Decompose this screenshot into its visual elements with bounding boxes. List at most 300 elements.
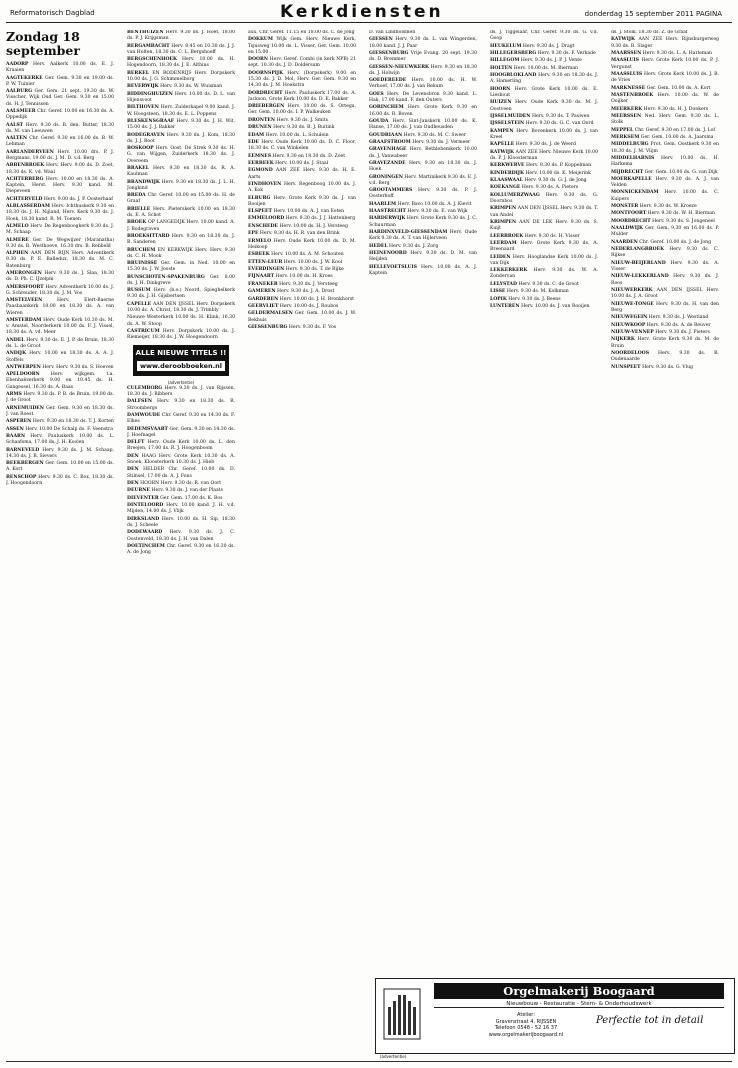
service-entry: D. van Lindholsmen — [369, 30, 416, 35]
place-name: ELBURG — [248, 195, 271, 201]
place-name: EMMELOORD — [248, 216, 285, 222]
service-entry: ANDEL Herv. 9.30 ds. E. J. P. de Bruin, 18.30 ds. L. de Groot — [6, 337, 114, 349]
service-entry: NIJKERK Herv. Grote Kerk 9.30 ds. M. de Bruin — [611, 337, 719, 349]
service-entry: EVERDINGEN Herv. 9.30 ds. T. de Rijke — [248, 267, 344, 273]
day-heading: Zondag 18 september — [6, 30, 80, 58]
place-name: EEMNES — [248, 153, 272, 159]
service-entry: GELDERMALSEN Ger. Gem. 10.00 ds. J. W. Bekhuis — [248, 311, 356, 323]
place-name: LEERDAM — [490, 241, 517, 247]
place-name: ANDEL — [6, 337, 25, 343]
service-entry: ELBURG Herv. Grote Kerk 9.30 ds. J. van Rooijen — [248, 195, 356, 207]
service-entry: KOEKANGE Herv. 9.30 ds. A. Pieters — [490, 185, 579, 191]
ad-address-line: Gravenstraat 4, RIJSSEN — [495, 1018, 557, 1025]
place-name: KLAASWAAL — [490, 178, 523, 184]
place-name: BILTHOVEN — [127, 105, 159, 111]
service-entry: BRIELLE Herv. Pieterskerk 10.00 en 18.30 ds. E. A. Schot — [127, 206, 235, 218]
place-name: DRIEBERGEN — [248, 104, 285, 110]
service-entry: BENSCHOP Herv. 9.30 ds. C. Box, 18.30 ds. J. Hoogendoorn — [6, 474, 114, 487]
service-entry: NIEUWEGEIN Herv. 9.30 ds. J. Westland — [611, 315, 709, 321]
place-name: NIJKERK — [611, 337, 635, 343]
column-6 — [611, 30, 719, 1060]
place-name: AMSTELVEEN — [6, 298, 43, 304]
service-entry: NIEUW-LEKKERLAND Herv. 9.30 ds. J. Roos — [611, 274, 719, 286]
place-name: ELSPEET — [248, 209, 272, 215]
column-3 — [248, 30, 356, 1060]
service-entry: LEERBROEK Herv. 9.30 ds. H. Visser — [490, 233, 580, 239]
service-entry: DRUNEN Herv. 9.30 ds. B. J. Buitink — [248, 125, 335, 131]
place-name: GOUDRIAAN — [369, 132, 403, 138]
service-entry: NEDERLANGBROEK Herv. 9.30 ds. C. Rijkse — [611, 247, 719, 259]
service-entry: MAASSLUIS Herv. Grote Kerk 10.00 ds. J. B. de Vries — [611, 71, 719, 84]
place-name: HOLTEN — [490, 65, 513, 71]
service-entry: NIEUWE-TONGE Herv. 9.30 ds. H. van den Berg — [611, 301, 719, 313]
place-name: EPE — [248, 231, 259, 237]
service-entry: AMSTERDAM Herv. Oude Kerk 10.30 ds. M. v. Amstel, Noorderkerk 10.00 ds. F. J. Vissel, 18.30 ds. A. vd. Meer — [6, 317, 114, 336]
place-name: GIESSEN-NIEUWKERK — [369, 64, 430, 70]
place-name: DEN — [127, 453, 139, 459]
service-entry: DOKKUM Wijk Gem. Herv. Nieuwe Kerk, Tsjusweg 10.00 ds. L. Visser, Ger. Gem. 10.00 en 15.00 — [248, 37, 356, 55]
place-name: HILLEGOM — [490, 58, 520, 64]
service-entry: DORDRECHT Herv. Pauluskerk 17.00 ds. A. Jackson, Grote Kerk 10.00 ds. D. E. Bakker — [248, 90, 356, 102]
place-name: CASTRICUM — [127, 329, 160, 335]
service-entry: GIESSENBURG Herv. 9.30 ds. F. Vos — [248, 324, 337, 330]
place-name: BRAKEL — [127, 165, 149, 171]
newspaper-name: Reformatorisch Dagblad — [10, 9, 95, 17]
place-name: BUNSCHOTEN-SPAKENBURG — [127, 274, 205, 280]
place-name: AALSMEER — [6, 108, 36, 114]
place-name: LISSE — [490, 289, 506, 295]
place-name: BARNEVELD — [6, 447, 40, 453]
service-entry: BROEKSITTARD Herv. 9.30 en 18.30 ds. J. B. Sanderen — [127, 233, 235, 246]
service-entry: DRONTEN Herv. 9.30 ds. J. Smits — [248, 117, 328, 123]
organ-logo-icon — [382, 987, 422, 1041]
service-entry: FRANEKER Herv. 9.30 ds. J. Versteeg — [248, 281, 338, 287]
service-entry: GRAVEZANDE Herv. 9.30 en 18.30 ds. J. Hoek — [369, 160, 477, 173]
service-entry: AARLANDERVEEN Herv. 10.00 drs. P. J. Bergmans, 19.00 ds. J. M. D. v.d. Berg — [6, 149, 114, 161]
place-name: MOORDRECHT — [611, 218, 651, 224]
service-entry: DEURNE Herv. 9.30 ds. J. van der Plaats — [127, 488, 223, 494]
service-entry: DRIEBERGEN Herv. 10.00 ds. S. Ortega, Ger. Gem. 10.00 ds. I. P. Walkeuken — [248, 104, 356, 116]
service-entry: DINTELOORD Herv. 10.00 kand. J. H. v.d. Mijden, 14.00 ds. J. Vlijk — [127, 503, 235, 515]
service-entry: KRIMPEN AAN DEN IJSSEL Herv. 9.30 ds. T. van Andel — [490, 206, 598, 218]
service-entry: DEDEMSVAART Ger. Gem. 9.30 en 14.30 ds. J. Hoefnagel — [127, 426, 235, 438]
service-entry: BRUINISSE Ger. Gem. in Ned. 10.00 en 15.30 ds. J. W. Jooste — [127, 261, 235, 273]
service-entry: KERKWERVE Herv. 9.30 ds. P. Koppelman — [490, 163, 592, 169]
place-name: AALST — [6, 122, 24, 128]
place-name: CAPELLE — [127, 301, 152, 307]
place-name: AMERONGEN — [6, 270, 42, 276]
place-name: DRONTEN — [248, 117, 276, 123]
place-name: LEERBROEK — [490, 233, 524, 239]
place-name: ACHTERVELD — [6, 196, 43, 202]
service-entry: KOLLUMERZWAAG Herv. 9.30 ds. G. Doornbos — [490, 192, 598, 205]
place-name: GRONINGEN — [369, 174, 403, 180]
place-name: MAASSLUIS — [611, 71, 643, 77]
service-entry: KINDERDIJK Herv. 10.00 ds. K. Meijerink — [490, 170, 591, 176]
place-name: DINTELOORD — [127, 503, 164, 509]
place-name: ARNEMUIDEN — [6, 405, 45, 411]
place-name: ENSCHEDE — [248, 223, 279, 229]
place-name: GRAVENHAGE — [369, 147, 407, 153]
place-name: NOORDELOOS — [611, 350, 650, 356]
place-name: DORDRECHT — [248, 90, 283, 96]
service-entry: ELSPEET Herv. 10.00 ds. A. J. van Eeten — [248, 209, 345, 215]
service-entry: EMMELOORD Herv. 9.30 ds. J. J. Hattenberg — [248, 216, 356, 222]
place-name: DODEWAARD — [127, 530, 163, 536]
service-entry: ds. J. Tiggelaar, Chr. Geref. 9.30 ds. G. v.d. Goop — [490, 30, 598, 42]
boeken-advertisement — [133, 345, 229, 375]
place-name: HARDINXVELD-GIESSENDAM — [369, 230, 448, 236]
column-4 — [369, 30, 477, 1060]
place-name: MIDDELBURG — [611, 142, 649, 148]
place-name: NIEUWKOOP — [611, 322, 646, 328]
service-entry: BLESKENSGRAAF Herv. 9.30 ds. J. H. Wit, 15.00 ds. J. J. Bakker — [127, 118, 235, 131]
place-name: BRUINISSE — [127, 261, 158, 267]
service-entry: DEN HOORN Herv. 9.30 ds. R. van Oort — [127, 481, 222, 487]
service-entry: MIJDRECHT Ger. Gem. 10.00 ds. G. van Dijk — [611, 169, 718, 175]
place-name: ABBENBROEK — [6, 163, 45, 169]
place-name: BEEKBERGEN — [6, 461, 44, 467]
place-name: GIESSENBURG — [248, 324, 288, 330]
service-entry: ds. J. Stolk, 18.30 ds. Z. de Graaf — [611, 30, 688, 35]
service-entry: LUNTEREN Herv. 10.00 ds. J. van Rooijen — [490, 303, 590, 309]
service-entry: BODEGRAVEN Herv. 9.30 ds. J. Kom, 18.30 ds. J. J. Boot — [127, 132, 235, 144]
place-name: MAARSSEN — [611, 50, 642, 56]
listing-columns — [6, 30, 732, 1060]
service-entry: AALTEN Chr. Geref. 9.30 en 16.00 ds. B. W. Lehman — [6, 136, 114, 148]
service-entry: HOLTEN Herv. 10.00 ds. M. Bierman — [490, 65, 578, 71]
service-entry: BROEK OP LANGEDIJK Herv. 10.00 kand. A. J. Bodegraven — [127, 220, 235, 232]
ad-title: Orgelmakerij Boogaard — [434, 983, 724, 999]
ad-website-link[interactable]: www.deroobboeken.nl — [137, 361, 225, 371]
service-entry: MEERSSEN Ned. Herv. Gem. 9.30 ds. L. Stolk — [611, 113, 719, 126]
place-name: MEERSSEN — [611, 113, 642, 119]
service-entry: AMERONGEN Herv. 9.30 ds. J. Slaa, 18.30 ds. D. Ph. C. IJzelpm — [6, 270, 114, 283]
service-entry: BERKEL EN RODENRIJS Herv. Dorpskerk 10.00 ds. J. G. Schimmelborg — [127, 70, 235, 82]
place-name: MIDDELHARNIS — [611, 155, 655, 161]
place-name: MONNICKENDAM — [611, 190, 659, 196]
orgelmakerij-advertisement — [375, 978, 735, 1054]
service-entry: MIDDELBURG Prot. Gem. Oostkerk 9.30 en 18.30 ds. J. M. Vlijm — [611, 142, 719, 154]
service-entry: KATWIJK AAN ZEE Herv. Rijnsburgerweg 9.30 ds. B. Slager — [611, 37, 719, 49]
place-name: BLESKENSGRAAF — [127, 118, 175, 124]
place-name: MASTENBROEK — [611, 92, 654, 98]
service-entry: MAARSSEN Herv. 9.30 ds. L. A. Harleman — [611, 50, 712, 56]
place-name: BEVERWIJK — [127, 84, 159, 90]
place-name: BROEKSITTARD — [127, 233, 170, 239]
place-name: HELLEVOETSLUIS — [369, 264, 417, 270]
place-name: APELDOORN — [6, 372, 40, 378]
service-entry: GOEDEREEDE Herv. 10.00 ds. H. W. Verhoef, 17.00 ds. J. van Rekum — [369, 78, 477, 90]
place-name: BRANDWIJK — [127, 179, 160, 185]
service-entry: IJSSELMUIDEN Herv. 9.30 ds. T. Pauwen — [490, 113, 590, 119]
service-entry: HARDERWIJK Herv. Grote Kerk 9.30 ds. J. C. Schuurman — [369, 216, 477, 228]
service-entry: EERBEEK Herv. 10.00 ds. J. Staal — [248, 160, 329, 166]
service-entry: MARKNESSE Ger. Gem. 10.00 ds. A. Kort — [611, 85, 711, 91]
service-entry: EPE Herv. 9.30 ds. H. R. van den Brink — [248, 231, 340, 237]
place-name: BOSKOOP — [127, 146, 154, 152]
service-entry: ASSEN Herv. 10.00 De Schalp ds. F. Veenstra — [6, 426, 113, 432]
place-name: BENSCHOP — [6, 474, 37, 480]
service-entry: DOORN Herv. Geref. Combi (in kerk NPB) 21 sept. 10.30 ds. J. D. Doldersum — [248, 57, 356, 69]
place-name: ANTWERPEN — [6, 364, 41, 370]
place-name: GROOTAMMERS — [369, 188, 413, 194]
place-name: LEKKERKERK — [490, 268, 528, 274]
place-name: DEN — [127, 481, 139, 487]
service-entry: LOPIK Herv. 9.30 ds. J. Beens — [490, 296, 561, 302]
place-name: MOERKAPELLE — [611, 176, 652, 182]
place-name: ALPHEN — [6, 251, 29, 257]
service-entry: HEDEL Herv. 9.30 ds. J. Zorg — [369, 243, 439, 249]
service-entry: ASPEREN Herv. 9.30 en 18.30 ds. T. J. Korten — [6, 419, 114, 425]
place-name: HEINENOORD — [369, 251, 407, 257]
service-entry: CASTRICUM Herv. Dorpskerk 10.00 ds. J. Riemeijer, 18.30 ds. J. W. Hoogendoorn — [127, 329, 235, 341]
place-name: GIESSEN — [369, 37, 393, 43]
place-name: LELYSTAD — [490, 281, 517, 287]
service-entry: LEKKERKERK Herv. 9.30 ds. W. A. Zondervan — [490, 268, 598, 280]
service-entry: ENSCHEDE Herv. 10.00 ds. H. J. Versteeg — [248, 223, 348, 229]
place-name: DELFT — [127, 440, 145, 446]
place-name: NIEUWE-TONGE — [611, 301, 654, 307]
service-entry: NOORDELOOS Herv. 9.30 ds. B. Oudenaarde — [611, 350, 719, 363]
place-name: KERKWERVE — [490, 163, 525, 169]
service-entry: HILLEGOM Herv. 9.30 ds. J. P. J. Vente — [490, 58, 582, 64]
date-text: donderdag 15 september 2011 — [584, 10, 694, 18]
service-entry: BENTHUIZEN Herv. 9.30 ds. J. Hoet, 18.00 ds. P. J. Krijgsman — [127, 30, 235, 42]
place-name: HARDERWIJK — [369, 216, 406, 222]
service-entry: GRAAFSTROOM Herv. 9.30 ds. J. Vermeer — [369, 139, 471, 145]
ad-address — [466, 1012, 586, 1038]
service-entry: GAMEREN Herv. 9.30 ds. J. A. Drost — [248, 289, 335, 295]
place-name: DOORNSPIJK — [248, 70, 284, 76]
place-name: BERKEL — [127, 70, 149, 76]
service-entry: DODEWAARD Herv. 9.30 ds. J. C. Oostenveld, 18.30 ds. J. H. van Dalen — [127, 530, 235, 542]
place-name: GIESSENBURG — [369, 50, 409, 56]
place-name: HOOGBLOKLAND — [490, 73, 537, 79]
place-name: HAASTRECHT — [369, 209, 406, 215]
service-entry: BEVERWIJK Herv. 9.30 ds. W. Wuisman — [127, 84, 223, 90]
service-entry: HOORN Herv. Grote Kerk 10.00 ds. E. Lieshout — [490, 86, 598, 98]
service-entry: BRUCHEM EN KERKWIJK Herv. Herv. 9.30 ds. C. H. Mook — [127, 247, 235, 259]
service-entry: HOOGBLOKLAND Herv. 9.30 en 18.30 ds. J. A. Hamerling — [490, 73, 598, 85]
service-entry: MONTFOORT Herv. 9.30 ds. W. H. Bierman — [611, 211, 715, 217]
service-entry: DAMWOUDE Chr. Geref. 9.30 en 14.30 ds. F. Elkes — [127, 413, 235, 425]
place-name: BUSSUM — [127, 288, 151, 294]
service-entry: IJSSELSTEIN Herv. 9.30 ds. G. C. van Oord — [490, 121, 594, 127]
place-name: MAASLUIS — [611, 58, 639, 64]
place-name: KAPELLE — [490, 142, 515, 148]
service-entry: GIESSEN Herv. 9.30 ds. L. van Wingerden, 18.00 kand. J. J. Paar — [369, 37, 477, 49]
place-name: CULEMBORG — [127, 385, 163, 391]
place-name: NAALDWIJK — [611, 226, 644, 232]
service-entry: MEERKERK Herv. 9.30 ds. H. J. Donkers — [611, 106, 709, 112]
place-name: MONSTER — [611, 204, 639, 210]
place-name: HUIZEN — [490, 100, 512, 106]
service-entry: MOORDRECHT Herv. 9.30 ds. S. Jongeneel — [611, 218, 715, 224]
service-entry: BRAKEL Herv. 9.30 en 18.30 ds. R. A. Kaulman — [127, 165, 235, 178]
place-name: HEUKELUM — [490, 43, 522, 49]
service-entry: ACHTERVELD Herv. 9.00 ds. J. P. Oosterhaaf — [6, 196, 113, 202]
service-entry: GOES Herv. De Levensbron 9.30 kand. L. Hak, 17.00 kand. F. den Outers — [369, 91, 477, 103]
ad-website-link[interactable]: www.orgelmakerijboogaard.nl — [488, 1031, 564, 1038]
service-entry: EINDHOVEN Herv. Regenboog 10.00 ds. J. A. Kok — [248, 181, 356, 194]
place-name: BODEGRAVEN — [127, 132, 165, 138]
place-name: MEERKERK — [611, 106, 643, 112]
service-entry: BOSKOOP Herv. Oost. De Strek 9.30 ds. H. G. van Wijgen, Zuiderkerk 18.30 ds. J. Overeem — [127, 146, 235, 164]
place-name: NIEUWERKERK — [611, 288, 653, 294]
ad-label: (advertentie) — [380, 1054, 407, 1059]
place-name: AMSTERDAM — [6, 317, 42, 323]
ad-label: (advertentie) — [167, 379, 195, 385]
place-name: GOES — [369, 91, 384, 97]
place-name: LOPIK — [490, 296, 507, 302]
service-entry: ESBEEK Herv. 10.00 ds. A. M. Schouten — [248, 252, 344, 258]
column-5 — [490, 30, 598, 1060]
place-name: NIEUW-LEKKERLAND — [611, 274, 669, 280]
place-name: ESBEEK — [248, 252, 270, 258]
service-entry: BRANDWIJK Herv. 9.30 en 18.30 ds. J. L. H. Jongkind — [127, 179, 235, 191]
service-entry: HARDINXVELD-GIESSENDAM Herv. Oude Kerk 9.30 ds. A. T. van Hijlerveen — [369, 230, 477, 242]
place-name: BERGAMBACHT — [127, 43, 170, 49]
service-entry: AADORP Herv. Aalkerk 10.00 ds. E. J. Kraaien — [6, 62, 114, 74]
service-entry: BUNSCHOTEN-SPAKENBURG Ger. 8.00 ds. J. H. Dinkgreve — [127, 274, 235, 286]
service-entry: ACHTERBERG Herv. 10.00 en 18.30 ds. A. Kaptein, Herst. Herv. 9.30 kand. M. Diepeveen — [6, 176, 114, 195]
place-name: BAARN — [6, 434, 26, 440]
place-name: BRIELLE — [127, 206, 151, 212]
service-entry: HILLEGERSBERG Herv. 9.30 ds. F. Verkade — [490, 50, 596, 56]
service-entry: GEERVLIET Herv. 10.00 ds. J. Roubos — [248, 303, 339, 309]
service-entry: LEERDAM Herv. Grote Kerk 9.30 ds. A. Breenaard — [490, 241, 598, 253]
service-entry: AMSTELVEEN Herv. Elert-Baerne Paasbaankerk 10.00 en 18.30 ds. A. van Wieren — [6, 298, 114, 316]
service-entry: DOETINCHEM Chr. Geref. 9.30 en 16.30 ds. A. de Jong — [127, 543, 235, 556]
service-entry: FIJNAART Herv. 10.00 ds. H. Kroes — [248, 274, 333, 280]
place-name: MERKSEM — [611, 134, 640, 140]
place-name: HAARLEM — [369, 201, 397, 207]
place-name: GORINCHEM — [369, 105, 404, 111]
service-entry: LEIDEN Herv. Hooglandse Kerk 10.00 ds. J. van Dijk — [490, 254, 598, 266]
service-entry: ALBLASSERDAM Herv. Ichthuskerk 9.30 en 18.30 ds. J. H. Nijland, Herv. Kerk 9.30 ds. J. Hoek, 18.30 kand. R. M. Toenen — [6, 204, 114, 222]
place-name: IJSSELMUIDEN — [490, 113, 531, 119]
service-entry: KATWIJK AAN ZEE Herv. Nieuwe Kerk 10.00 ds. P. J. Kloosterman — [490, 149, 598, 161]
service-entry: NAARDEN Chr. Geref. 10.00 ds. J. de Jong — [611, 239, 712, 245]
place-name: HILLEGERSBERG — [490, 50, 537, 56]
service-entry: MIDDELHARNIS Herv. 10.00 ds. H. Harkema — [611, 155, 719, 168]
header-rule — [6, 22, 732, 23]
service-entry: DEN HELDER Chr. Geref. 10.00 ds. D. Stilnsel, 17.00 ds. A. J. Fons — [127, 467, 235, 479]
place-name: NUNSPEET — [611, 364, 641, 370]
service-entry: ETTEN-LEUR Herv. 10.00 ds. J. W. Kool — [248, 259, 343, 265]
place-name: NAARDEN — [611, 239, 638, 245]
service-entry: ANDIJK Herv. 10.00 en 18.30 ds. A. A. J. Stoffels — [6, 351, 114, 363]
service-entry: NIEUWERKERK AAN DEN IJSSEL Herv. 10.00 ds. J. A. Groot — [611, 288, 719, 300]
service-entry: DEN HAAG Herv. Grote Kerk 10.30 ds. A. Snoek, Kloosterkerk 10.30 ds. J. Hieb — [127, 453, 235, 466]
service-entry: MEPPEL Chr. Geref. 9.30 en 17.00 ds. J. Lof — [611, 127, 716, 133]
service-entry: APELDOORN Herv. wijkgem. t.a. Ebenhaëzerkerk 9.00 en 10.45 ds. H. Gangessel, 16.30 ds. A. Baas — [6, 372, 114, 390]
place-name: ANDIJK — [6, 351, 27, 357]
service-entry: Nieuwe Westerkerk 10.00 ds. H. Klink, 16.30 ds. A. W. Stoop — [127, 315, 235, 327]
service-entry: EDE Herv. Oude Kerk 10.00 ds. D. C. Floor, 18.30 ds. C. van Winkelen — [248, 139, 356, 152]
place-name: HEDEL — [369, 243, 388, 249]
service-entry: HUIZEN Herv. Oude Kerk 9.30 ds. M. J. Oostveen — [490, 100, 598, 112]
place-name: BIDDINGHUIZEN — [127, 91, 173, 97]
service-entry: CULEMBORG Herv. 9.30 ds. J. van Rijssen, 18.30 ds. J. Ribbers — [127, 385, 235, 398]
service-entry: AAGTEKERKE Ger. Gem. 9.30 en 19.00 ds. P. W. Tuinier — [6, 75, 114, 87]
service-entry: DOORNSPIJK Herv. (Dorpskerk) 9.00 en 15.30 ds. J. D. Mol, Herv. Ger. Gem. 9.30 en 14.30 ds. J. M. Hoekstra — [248, 70, 356, 89]
place-name: ALMELO — [6, 223, 29, 229]
service-entry: NUNSPEET Herv. 9.30 ds. G. Vlug — [611, 364, 693, 370]
service-entry: EDAM Herv. 10.00 ds. L. Schulein — [248, 132, 329, 138]
service-entry: GRAVENHAGE Herv. Bethlehemkerk 10.00 ds. J. Vanwabeer — [369, 147, 477, 159]
service-entry: MONSTER Herv. 9.30 ds. W. Kroeze — [611, 204, 697, 210]
place-name: DIRKSLAND — [127, 516, 160, 522]
service-entry: HAARLEM Herv. Bavo 10.00 ds. A. J. Kievit — [369, 201, 472, 207]
service-entry: DIEVENTER Ger. Gem. 17.00 ds. K. Bos — [127, 495, 223, 501]
place-name: KOLLUMERZWAAG — [490, 192, 540, 198]
place-name: EGMOND — [248, 168, 273, 174]
service-entry: ALMELO Herv. De Regenboogkerk 9.30 ds. J. M. Schaap — [6, 223, 114, 236]
place-name: DRUNEN — [248, 125, 272, 131]
place-name: DEURNE — [127, 488, 151, 494]
page-date — [585, 6, 726, 19]
place-name: DOORN — [248, 57, 269, 63]
service-entry: KAMPEN Herv. Bovenkerk 10.00 ds. J. van Kreel — [490, 128, 598, 140]
place-name: MEPPEL — [611, 127, 634, 133]
place-name: GEERVLIET — [248, 303, 279, 309]
place-name: DEN — [127, 467, 139, 473]
place-name: GOUDA — [369, 118, 389, 124]
ad-subtitle: Nieuwbouw - Restauratie - Stem- & Onderhoudswerk — [434, 1001, 724, 1008]
place-name: NEDERLANGBROEK — [611, 247, 665, 253]
service-entry: BIDDINGHUIZEN Herv. 10.00 ds. D. L. van Hijensvoot — [127, 91, 235, 103]
column-2 — [127, 30, 235, 1060]
service-entry: BEEKBERGEN Ger. Gem. 10.00 en 15.00 ds. A. Kort — [6, 461, 114, 473]
service-entry: DIRKSLAND Herv. 10.00 ds. H. Sip, 18.30 ds. J. Scheele — [127, 516, 235, 528]
place-name: DOETINCHEM — [127, 543, 165, 549]
service-entry: MERKSEM Ger. Gem. 10.00 ds. A. Jaarsma — [611, 134, 714, 140]
service-entry: CAPELLE AAN DEN IJSSEL Herv. Dorpskerk 10.00 ds. A. Christ, 18.30 ds. J. Trimbly — [127, 301, 235, 314]
place-name: AALTEN — [6, 136, 28, 142]
place-name: BENTHUIZEN — [127, 30, 164, 35]
place-name: EDAM — [248, 132, 265, 138]
place-name: AMERSFOORT — [6, 284, 44, 290]
place-name: LEIDEN — [490, 254, 511, 260]
service-entry: ALMERE Ger. De Wegwijzer (Maranatha) 9.30 ds. R. Westhoeve, 16.30 drs. B. Rebbeld — [6, 237, 114, 249]
service-entry: DELFT Herv. Oude Kerk 10.00 ds. L. den Breejen, 17.00 ds. R. J. Hoogenboom — [127, 440, 235, 452]
place-name: HOORN — [490, 86, 511, 92]
place-name: EDE — [248, 139, 259, 145]
place-name: KRIMPEN — [490, 220, 517, 226]
place-name: AALBURG — [6, 89, 32, 95]
place-name: ETTEN-LEUR — [248, 259, 283, 265]
place-name: ALBLASSERDAM — [6, 204, 50, 210]
place-name: NIEUW-VENNEP — [611, 329, 654, 335]
service-entry: HEINENOORD Herv. 9.30 ds. D. M. van Heijden — [369, 251, 477, 263]
place-name: GRAVEZANDE — [369, 160, 406, 166]
place-name: NIEUW-BEIJERLAND — [611, 260, 666, 266]
place-name: KRIMPEN — [490, 206, 517, 212]
service-entry: GARDEREN Herv. 10.00 ds. J. H. Bronkhorst — [248, 296, 355, 302]
service-entry: MOERKAPELLE Herv. 9.30 ds. A. J. van Velden — [611, 176, 719, 189]
place-name: GARDEREN — [248, 296, 279, 302]
service-entry: KLAASWAAL Herv. 9.30 ds. G. J. de Jong — [490, 178, 587, 184]
service-entry: AALBURG Ger. Gem. 21 sept. 19.30 ds. W. Visscher, Wijk Oud Ger. Gem. 9.30 en 15.00 ds. H. J. Tennissen — [6, 89, 114, 107]
service-entry: GOUDRIAAN Herv. 9.30 ds. M. C. Sweer — [369, 132, 467, 138]
service-entry: NIEUW-VENNEP Herv. 9.30 ds. J. Pieters — [611, 329, 710, 335]
service-entry: BERGSCHENHOEK Herv. 10.00 ds. H. Hogendoorn, 18.30 ds. J. E. Althius — [127, 57, 235, 69]
page-label: PAGINA — [696, 10, 722, 18]
service-entry: GROOTAMMERS Herv. 9.30 ds. P. J. Oosterhoff — [369, 188, 477, 200]
ad-tagline: Perfectie tot in detail — [596, 1015, 704, 1026]
